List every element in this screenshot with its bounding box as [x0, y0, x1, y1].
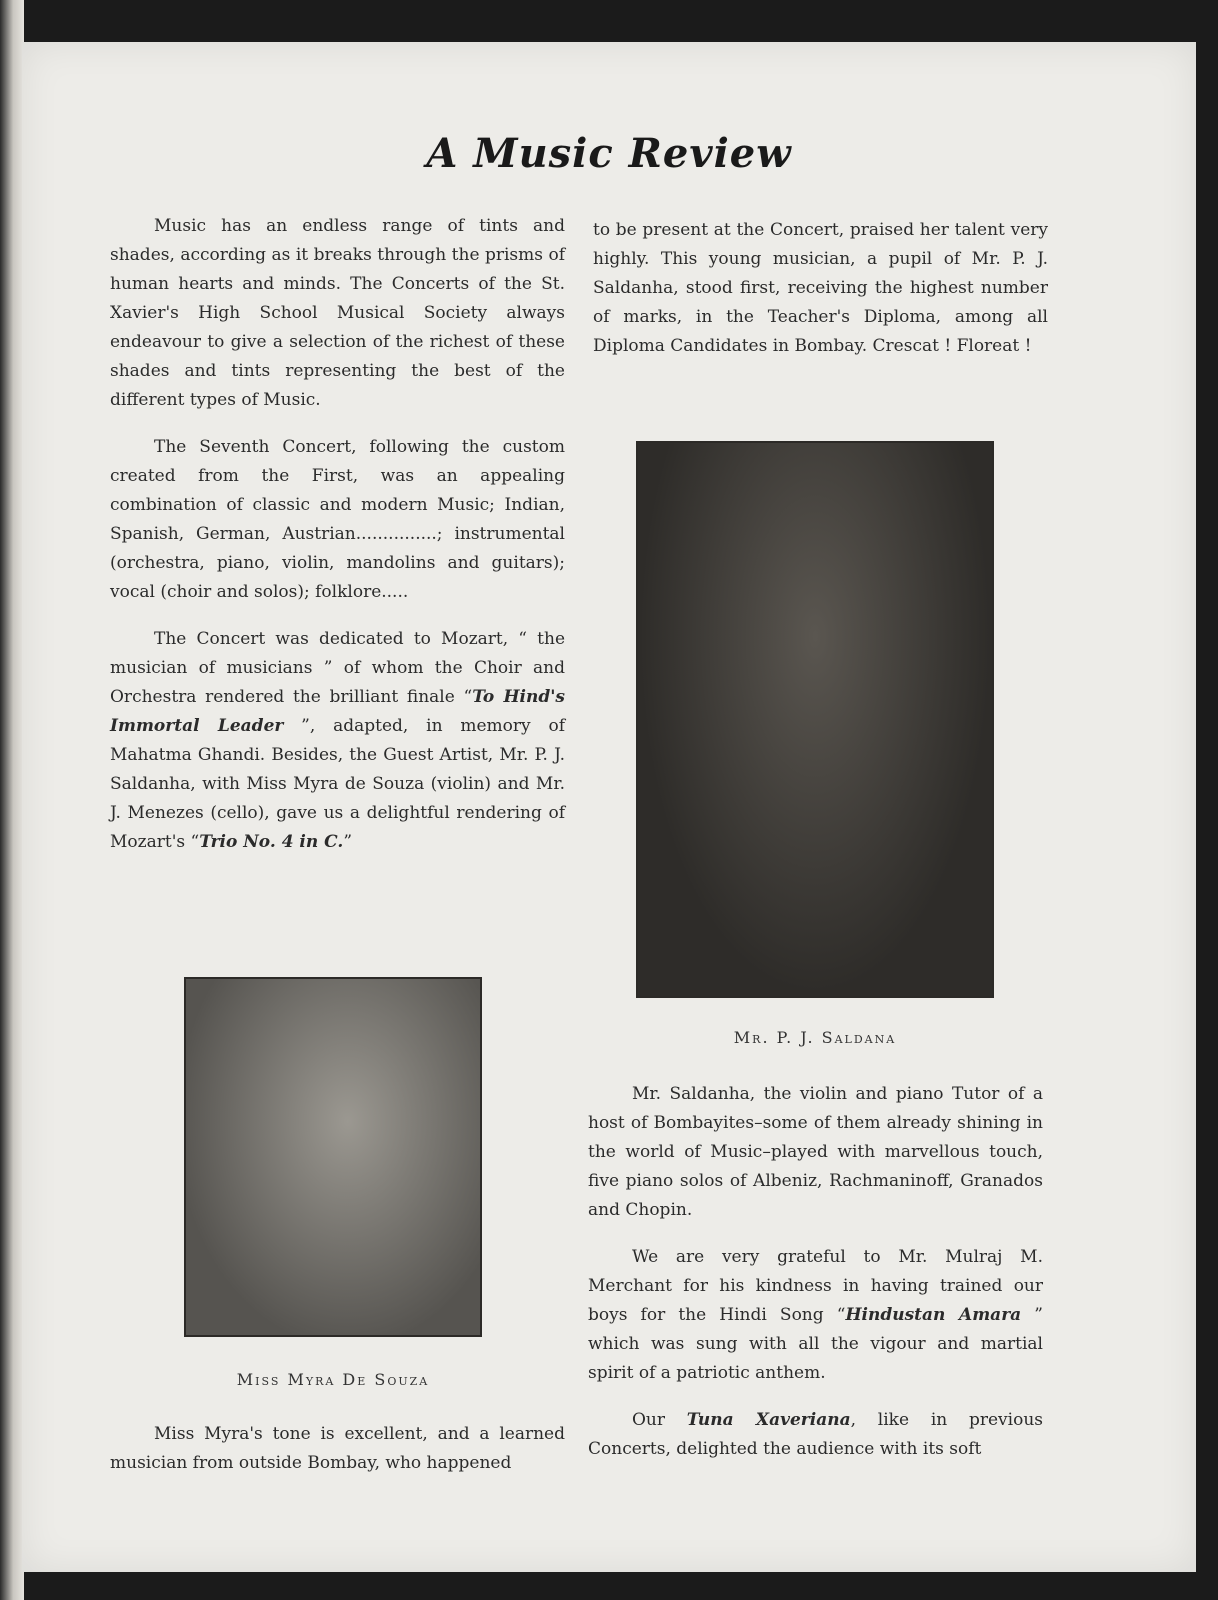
- paragraph: to be present at the Concert, praised her talent very highly. This young musician, a pupil of Mr. P. J. Saldanha, stood first, receiving the highest number of marks, in the Teacher's Diploma, among all Diploma Candidates in Bombay. Crescat ! Floreat !: [593, 220, 1048, 356]
- piece-title: Trio No. 4 in C.: [199, 832, 344, 852]
- page-title: A Music Review: [426, 130, 792, 177]
- photo-myra-de-souza: [184, 977, 482, 1337]
- paragraph: Mr. Saldanha, the violin and piano Tutor of a host of Bombayites–some of them already shining in the world of Music–played with marvellous touch, five piano solos of Albeniz, Rachmaninoff, Granados and Chopin.: [588, 1084, 1043, 1220]
- caption-myra: Miss Myra De Souza: [236, 1370, 430, 1389]
- ensemble-name: Tuna Xaveriana: [686, 1410, 851, 1430]
- photo-p-j-saldanha: [636, 441, 994, 998]
- paragraph: Music has an endless range of tints and shades, according as it breaks through the prisms of human hearts and minds. The Concerts of the St. Xavier's High School Musical Society always endeavour to give a selection of the richest of these shades and tints representing the best of the different types of Music.: [110, 216, 565, 410]
- right-column-bottom: [588, 1080, 1043, 1482]
- song-title: To Hind's Immortal Leader: [110, 687, 566, 736]
- text-run: The Concert was dedicated to Mozart, “ the musician of musicians ” of whom the Choir and Orchestra rendered the brilliant finale “: [110, 629, 565, 707]
- text-run: Our: [632, 1410, 687, 1430]
- song-title: Hindustan Amara: [845, 1305, 1022, 1325]
- text-run: , like in previous Concerts, delighted the audience with its soft: [588, 1410, 1043, 1459]
- book-spine: [0, 0, 24, 1600]
- left-column-bottom: [110, 1420, 565, 1496]
- left-column: [110, 212, 565, 875]
- paragraph: [588, 1243, 1043, 1388]
- paragraph: [588, 1406, 1043, 1464]
- text-run: We are very grateful to Mr. Mulraj M. Merchant for his kindness in having trained our boys for the Hindi Song “: [588, 1247, 1043, 1325]
- paragraph: Miss Myra's tone is excellent, and a learned musician from outside Bombay, who happened: [110, 1424, 565, 1473]
- text-run: ”: [343, 832, 353, 852]
- text-run: ” which was sung with all the vigour and martial spirit of a patriotic anthem.: [588, 1305, 1043, 1383]
- caption-saldanha: Mr. P. J. Saldana: [733, 1028, 897, 1047]
- right-column-top: [593, 216, 1048, 379]
- paragraph: The Seventh Concert, following the custom created from the First, was an appealing combination of classic and modern Music; Indian, Spanish, German, Austrian...............; instrumental (orchestra, piano, violin, mandolins and guitars); vocal (choir and solos); folklore.....: [110, 437, 565, 602]
- paragraph: [110, 625, 565, 857]
- text-run: ”, adapted, in memory of Mahatma Ghandi. Besides, the Guest Artist, Mr. P. J. Saldanha, with Miss Myra de Souza (violin) and Mr. J. Menezes (cello), gave us a delightful rendering of Mozart's “: [110, 716, 565, 852]
